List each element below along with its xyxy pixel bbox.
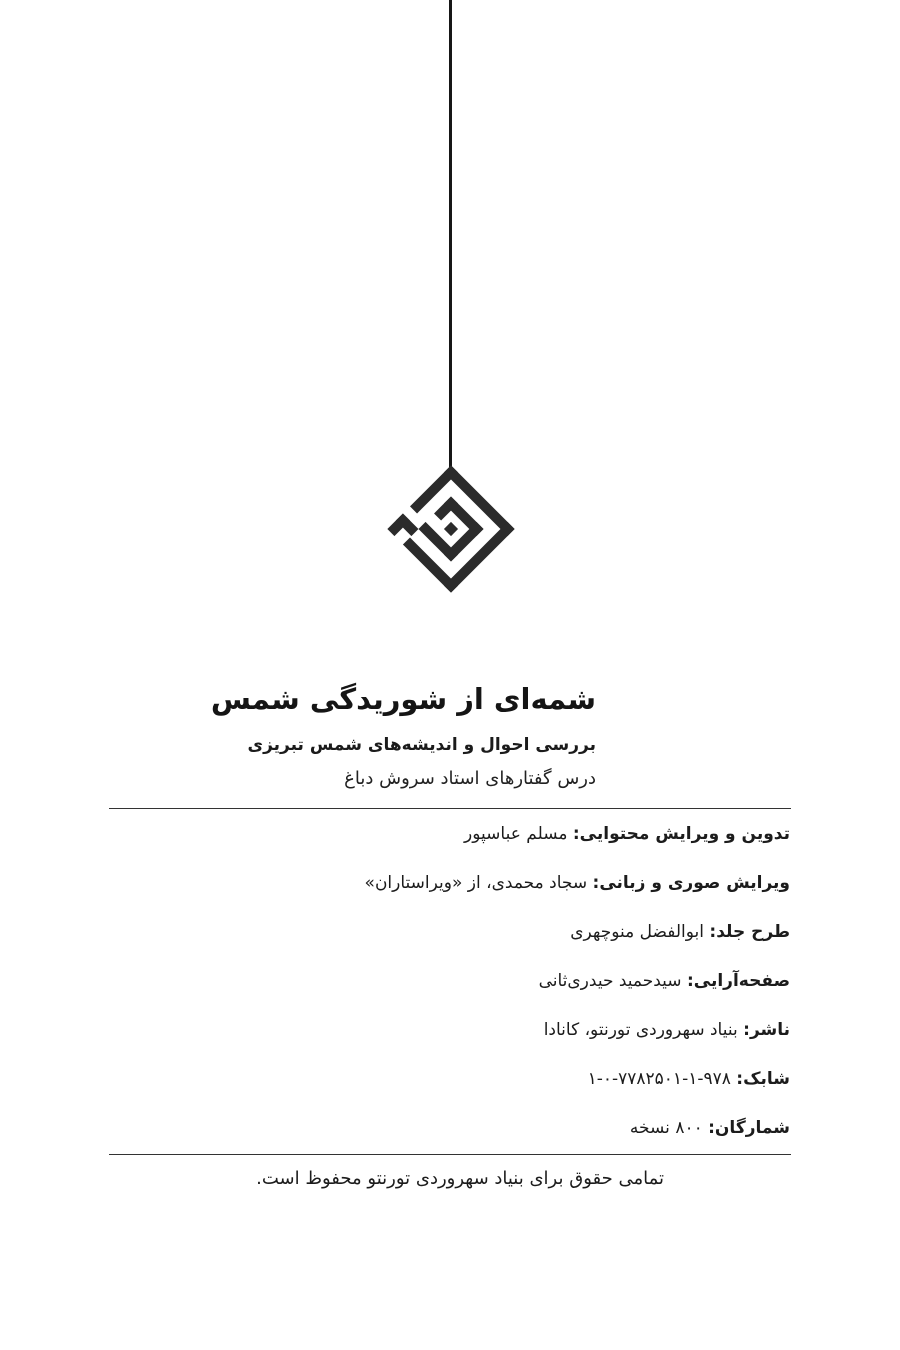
book-lecture-line: درس گفتارهای استاد سروش دباغ — [344, 768, 596, 789]
book-title: شمه‌ای از شوریدگی شمس — [210, 682, 596, 716]
credit-value: سیدحمید حیدری‌ثانی — [538, 971, 687, 991]
credit-value: سجاد محمدی، از «ویراستاران» — [364, 873, 593, 893]
credit-value: ۹۷۸-۱-۷۷۸۲۵۰۱-۰-۱ — [587, 1069, 737, 1089]
credit-value: مسلم عباسپور — [464, 824, 573, 844]
square-kufic-emblem-icon — [384, 462, 518, 596]
credit-print-run — [110, 1110, 790, 1159]
credits-list — [110, 816, 790, 1159]
credit-content-editing — [110, 816, 790, 865]
credit-layout — [110, 963, 790, 1012]
credit-value: ابوالفضل منوچهری — [570, 922, 710, 942]
credit-label: ناشر: — [743, 1020, 790, 1040]
credit-label: ویرایش صوری و زبانی: — [592, 873, 790, 893]
copyright-notice: تمامی حقوق برای بنیاد سهروردی تورنتو محفوظ است. — [256, 1168, 664, 1189]
credit-label: شمارگان: — [708, 1118, 790, 1138]
title-block — [176, 676, 596, 794]
credit-value: ۸۰۰ نسخه — [629, 1118, 709, 1138]
credit-label: طرح جلد: — [709, 922, 790, 942]
bottom-divider — [109, 1154, 791, 1155]
credit-isbn — [110, 1061, 790, 1110]
book-subtitle: بررسی احوال و اندیشه‌های شمس تبریزی — [247, 735, 596, 755]
top-divider — [109, 808, 791, 809]
hanging-line — [449, 0, 452, 470]
credit-cover-design — [110, 914, 790, 963]
credit-label: شابک: — [736, 1069, 790, 1089]
credit-copy-editing — [110, 865, 790, 914]
credit-value: بنیاد سهروردی تورنتو، کانادا — [543, 1020, 744, 1040]
credit-label: صفحه‌آرایی: — [686, 971, 790, 991]
credit-publisher — [110, 1012, 790, 1061]
credit-label: تدوین و ویرایش محتوایی: — [572, 824, 790, 844]
